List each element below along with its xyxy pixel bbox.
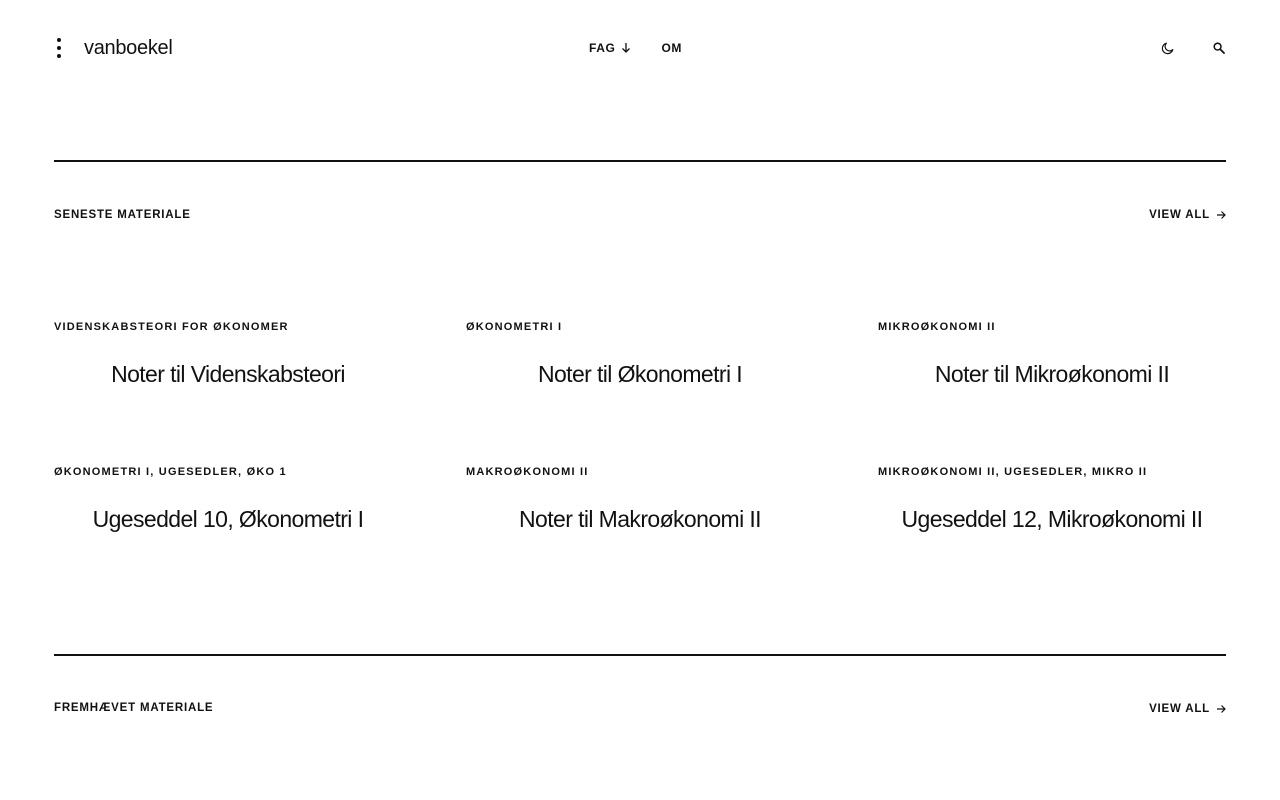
card-tags[interactable]: ØKONOMETRI I (466, 321, 563, 333)
card-title[interactable]: Noter til Makroøkonomi II (519, 506, 761, 532)
nav-item-fag[interactable] (589, 38, 631, 58)
card-tags[interactable]: MIKROØKONOMI II (878, 321, 996, 333)
card-title[interactable]: Noter til Videnskabsteori (111, 361, 345, 387)
theme-toggle-button[interactable] (1158, 38, 1178, 58)
latest-material-grid (54, 318, 1226, 534)
section-title-featured: FREMHÆVET MATERIALE (54, 702, 214, 714)
search-button[interactable] (1209, 38, 1229, 58)
site-header (0, 0, 1280, 96)
arrow-right-icon (1216, 210, 1226, 220)
more-vertical-icon[interactable] (50, 34, 68, 62)
section-title-latest: SENESTE MATERIALE (54, 209, 191, 221)
card-title[interactable]: Ugeseddel 12, Mikroøkonomi II (901, 506, 1203, 532)
material-card[interactable] (466, 463, 814, 534)
card-title[interactable]: Ugeseddel 10, Økonometri I (92, 506, 364, 532)
material-card[interactable] (54, 463, 402, 534)
arrow-right-icon (1216, 704, 1226, 714)
view-all-latest-link[interactable] (1149, 207, 1226, 223)
main-nav (589, 38, 682, 58)
nav-item-label: FAG (589, 41, 616, 55)
material-card[interactable] (466, 318, 814, 389)
material-card[interactable] (54, 318, 402, 389)
view-all-label: VIEW ALL (1149, 703, 1210, 715)
section-divider (54, 654, 1226, 656)
view-all-featured-link[interactable] (1149, 701, 1226, 717)
search-icon (1213, 42, 1225, 54)
site-logo[interactable]: vanboekel (84, 37, 173, 59)
nav-item-label: OM (661, 41, 682, 55)
nav-item-om[interactable] (661, 38, 682, 58)
card-tags[interactable]: ØKONOMETRI I, UGESEDLER, ØKO 1 (54, 466, 287, 478)
moon-icon (1161, 41, 1175, 55)
card-title[interactable]: Noter til Mikroøkonomi II (934, 361, 1170, 387)
card-title[interactable]: Noter til Økonometri I (537, 361, 743, 387)
arrow-down-icon (621, 42, 631, 54)
card-tags[interactable]: MAKROØKONOMI II (466, 466, 589, 478)
view-all-label: VIEW ALL (1149, 209, 1210, 221)
card-tags[interactable]: MIKROØKONOMI II, UGESEDLER, MIKRO II (878, 466, 1148, 478)
section-divider (54, 160, 1226, 162)
card-tags[interactable]: VIDENSKABSTEORI FOR ØKONOMER (54, 321, 289, 333)
material-card[interactable] (878, 318, 1226, 389)
material-card[interactable] (878, 463, 1226, 534)
